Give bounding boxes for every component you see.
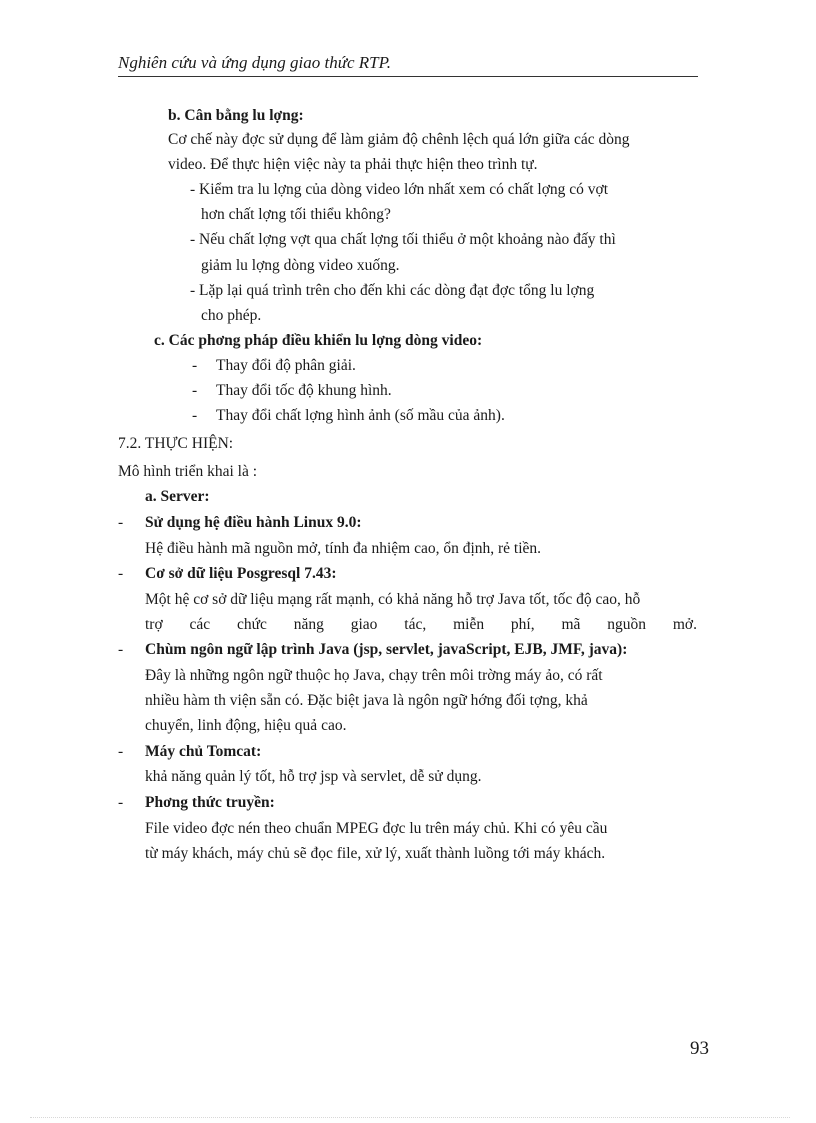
section-b-heading: b. Cân bằng lu lợng: xyxy=(168,107,304,124)
word: mở. xyxy=(672,616,697,633)
db-description-line1: Một hệ cơ sở dữ liệu mạng rất mạnh, có khả năng hỗ trợ Java tốt, tốc độ cao, hỗ xyxy=(145,591,641,608)
word: nguồn xyxy=(607,616,646,633)
section-72-heading: 7.2. THỰC HIỆN: xyxy=(118,435,234,452)
bullet-dash: - xyxy=(118,641,124,658)
step-2-line1: - Nếu chất lợng vợt qua chất lợng tối thiểu ở một khoảng nào đấy thì xyxy=(190,231,616,248)
step-1-line2: hơn chất lợng tối thiểu không? xyxy=(201,206,391,223)
method-desc-line2: từ máy khách, máy chủ sẽ đọc file, xử lý, xuất thành luồng tới máy khách. xyxy=(145,845,606,862)
section-c-item: Thay đổi tốc độ khung hình. xyxy=(216,382,392,399)
tomcat-description: khả năng quản lý tốt, hỗ trợ jsp và servlet, dễ sử dụng. xyxy=(145,768,482,785)
server-subheading: a. Server: xyxy=(145,488,210,505)
word: chức xyxy=(237,616,267,633)
section-72-intro: Mô hình triển khai là : xyxy=(118,463,258,480)
db-description-line2 xyxy=(145,615,697,635)
bullet-dash: - xyxy=(118,743,124,760)
java-langs-desc-line3: chuyển, linh động, hiệu quả cao. xyxy=(145,717,347,734)
step-1-line1: - Kiểm tra lu lợng của dòng video lớn nhất xem có chất lợng có vợt xyxy=(190,181,609,198)
bullet-dash: - xyxy=(118,565,124,582)
section-b-intro-line2: video. Để thực hiện việc này ta phải thực hiện theo trình tự. xyxy=(168,156,538,173)
word: mã xyxy=(561,616,581,633)
section-c-item: Thay đổi chất lợng hình ảnh (số mầu của ảnh). xyxy=(216,407,505,424)
java-langs-desc-line2: nhiều hàm th viện sẵn có. Đặc biệt java là ngôn ngữ hớng đối tợng, khả xyxy=(145,692,588,709)
running-header: Nghiên cứu và ứng dụng giao thức RTP. xyxy=(118,53,392,72)
section-c-dash: - xyxy=(192,357,198,374)
footer-divider xyxy=(30,1117,790,1118)
os-title: Sử dụng hệ điều hành Linux 9.0: xyxy=(145,514,362,531)
bullet-dash: - xyxy=(118,514,124,531)
word: năng xyxy=(293,616,324,633)
method-desc-line1: File video đợc nén theo chuẩn MPEG đợc lu trên máy chủ. Khi có yêu cầu xyxy=(145,820,608,837)
tomcat-title: Máy chủ Tomcat: xyxy=(145,743,262,760)
word: miễn xyxy=(453,616,485,633)
bullet-dash: - xyxy=(118,794,124,811)
step-2-line2: giảm lu lợng dòng video xuống. xyxy=(201,257,400,274)
section-b-intro-line1: Cơ chế này đợc sử dụng để làm giảm độ chênh lệch quá lớn giữa các dòng xyxy=(168,131,630,148)
method-title: Phơng thức truyền: xyxy=(145,794,275,811)
word: phí, xyxy=(510,616,535,633)
word: các xyxy=(189,616,211,633)
word: giao xyxy=(350,616,378,633)
word: tác, xyxy=(404,616,427,633)
section-c-dash: - xyxy=(192,382,198,399)
java-langs-title: Chùm ngôn ngữ lập trình Java (jsp, servlet, javaScript, EJB, JMF, java): xyxy=(145,641,628,658)
section-c-item: Thay đổi độ phân giải. xyxy=(216,357,356,374)
step-3-line2: cho phép. xyxy=(201,307,262,324)
db-title: Cơ sở dữ liệu Posgresql 7.43: xyxy=(145,565,337,582)
word: trợ xyxy=(145,616,163,633)
page-number: 93 xyxy=(690,1038,709,1059)
header-rule xyxy=(118,76,698,77)
section-c-heading: c. Các phơng pháp điều khiển lu lợng dòng video: xyxy=(154,332,483,349)
os-description: Hệ điều hành mã nguồn mở, tính đa nhiệm cao, ổn định, rẻ tiền. xyxy=(145,540,542,557)
step-3-line1: - Lặp lại quá trình trên cho đến khi các dòng đạt đợc tổng lu lợng xyxy=(190,282,595,299)
java-langs-desc-line1: Đây là những ngôn ngữ thuộc họ Java, chạy trên môi trờng máy ảo, có rất xyxy=(145,667,603,684)
section-c-dash: - xyxy=(192,407,198,424)
